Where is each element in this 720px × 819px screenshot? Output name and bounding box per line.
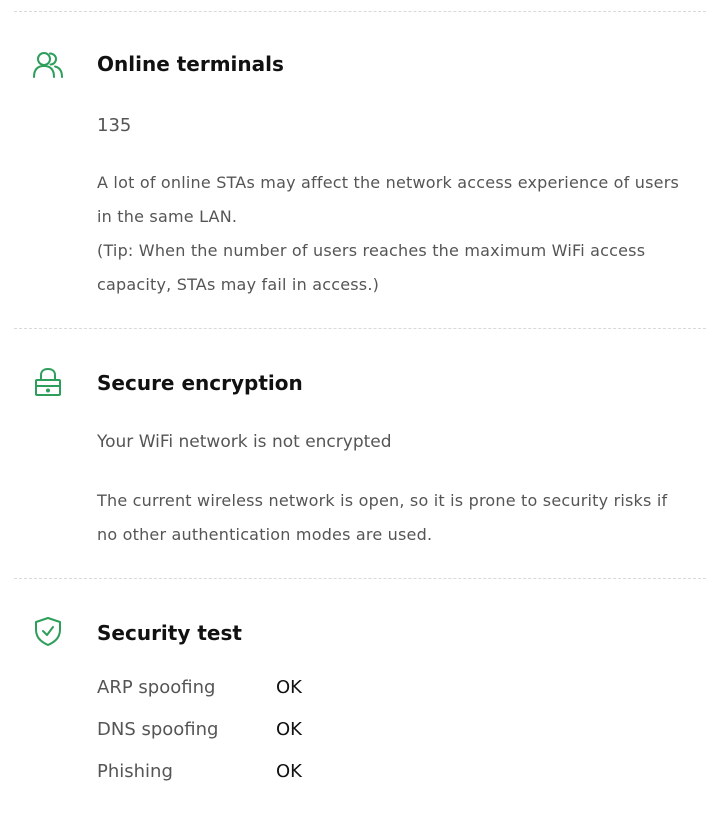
test-result: OK <box>276 761 302 782</box>
test-name: ARP spoofing <box>97 677 216 698</box>
online-terminals-section <box>0 0 720 328</box>
test-result: OK <box>276 677 302 698</box>
security-test-section <box>0 578 720 819</box>
encryption-status: Your WiFi network is not encrypted <box>97 432 392 452</box>
online-terminals-tip: (Tip: When the number of users reaches the maximum WiFi access capacity, STAs may fail in access.) <box>97 241 646 294</box>
test-row-arp <box>97 677 497 707</box>
online-terminals-description <box>97 166 692 302</box>
online-terminals-title: Online terminals <box>97 52 284 76</box>
test-name: Phishing <box>97 761 173 782</box>
users-icon <box>32 48 64 80</box>
secure-encryption-section <box>0 328 720 578</box>
test-row-phishing <box>97 761 497 791</box>
online-terminals-description-text: A lot of online STAs may affect the network access experience of users in the same LAN. <box>97 173 680 226</box>
security-test-title: Security test <box>97 621 242 645</box>
secure-encryption-title: Secure encryption <box>97 371 303 395</box>
secure-encryption-description: The current wireless network is open, so it is prone to security risks if no other authentication modes are used. <box>97 491 668 544</box>
test-row-dns <box>97 719 497 749</box>
online-terminals-count: 135 <box>97 115 132 136</box>
lock-icon <box>32 366 64 398</box>
shield-check-icon <box>32 615 64 647</box>
test-name: DNS spoofing <box>97 719 219 740</box>
test-result: OK <box>276 719 302 740</box>
